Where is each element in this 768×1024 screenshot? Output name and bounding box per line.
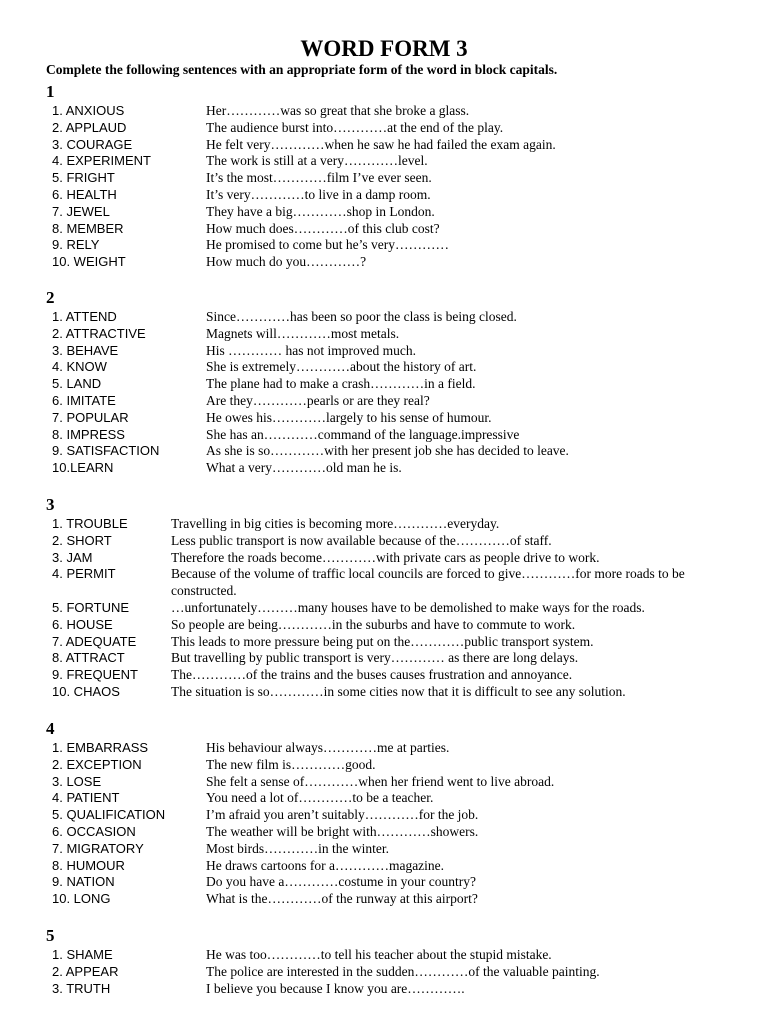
sentence: The weather will be bright with…………showers. [206, 824, 479, 839]
sentence: He promised to come but he’s very………… [206, 237, 449, 253]
sentence: Less public transport is now available because of the…………of staff. [171, 532, 552, 548]
word-prompt: 3. LOSE [52, 773, 102, 789]
sentence: Her…………was so great that she broke a glass. [206, 103, 470, 118]
word-prompt: 3. COURAGE [52, 136, 133, 152]
sentence: The plane had to make a crash…………in a field. [206, 376, 476, 392]
word-prompt: 9. SATISFACTION [52, 443, 160, 459]
sentence: …unfortunately………many houses have to be demolished to make ways for the roads. [171, 600, 645, 615]
word-prompt: 2. APPLAUD [52, 119, 127, 135]
page-title: WORD FORM 3 [300, 36, 468, 61]
sentence: She felt a sense of…………when her friend went to live abroad. [206, 773, 555, 789]
sentence: How much does…………of this club cost? [206, 220, 440, 236]
sentence: He draws cartoons for a…………magazine. [206, 857, 445, 873]
word-prompt: 1. SHAME [52, 947, 113, 962]
sentence: Are they…………pearls or are they real? [206, 393, 430, 408]
word-prompt: 8. HUMOUR [52, 857, 125, 873]
word-prompt: 9. FREQUENT [52, 667, 138, 683]
word-prompt: 10. WEIGHT [52, 254, 126, 270]
sentence: Do you have a…………costume in your country? [206, 874, 476, 890]
sentence: Travelling in big cities is becoming more…………everyday. [171, 516, 500, 531]
section-number: 2 [46, 288, 55, 307]
sentence: How much do you…………? [206, 254, 367, 270]
word-prompt: 10. LONG [52, 891, 111, 907]
sentence: The work is still at a very…………level. [206, 153, 428, 169]
word-prompt: 1. ATTEND [52, 309, 117, 324]
sentence: You need a lot of…………to be a teacher. [206, 790, 434, 806]
sentence: She is extremely…………about the history of art. [206, 359, 477, 375]
word-prompt: 9. RELY [52, 237, 100, 253]
sentence: Therefore the roads become…………with private cars as people drive to work. [171, 549, 600, 565]
word-prompt: 6. HOUSE [52, 616, 113, 632]
word-prompt: 4. EXPERIMENT [52, 153, 151, 169]
word-prompt: 6. OCCASION [52, 824, 136, 839]
sentence: But travelling by public transport is very………… as there are long delays. [171, 650, 579, 666]
sentence: Most birds…………in the winter. [206, 840, 389, 856]
word-prompt: 3. JAM [52, 549, 93, 565]
sentence: The situation is so…………in some cities now that it is difficult to see any solution. [171, 684, 626, 699]
word-prompt: 7. MIGRATORY [52, 840, 144, 856]
sentence: What a very…………old man he is. [206, 460, 402, 476]
word-prompt: 9. NATION [52, 874, 115, 890]
sentence: The police are interested in the sudden…………of the valuable painting. [206, 963, 600, 979]
word-prompt: 2. SHORT [52, 532, 112, 548]
section-number: 4 [46, 719, 55, 738]
sentence: The new film is…………good. [206, 756, 376, 772]
sentence: So people are being…………in the suburbs and have to commute to work. [171, 616, 576, 632]
section-number: 1 [46, 82, 55, 101]
sentence: It’s very…………to live in a damp room. [206, 187, 431, 202]
sentence: I believe you because I know you are…………. [206, 980, 465, 996]
section-number: 5 [46, 926, 55, 945]
word-prompt: 8. MEMBER [52, 220, 124, 236]
word-prompt: 7. JEWEL [52, 203, 110, 219]
sentence: Since…………has been so poor the class is being closed. [206, 309, 517, 324]
sentence: It’s the most…………film I’ve ever seen. [206, 170, 432, 186]
sentence: The audience burst into…………at the end of the play. [206, 119, 504, 135]
word-prompt: 5. QUALIFICATION [52, 807, 166, 823]
sentence: Because of the volume of traffic local councils are forced to give…………for more roads to be constructed. [171, 566, 685, 599]
word-prompt: 2. ATTRACTIVE [52, 325, 146, 341]
word-prompt: 5. LAND [52, 376, 102, 392]
word-prompt: 6. IMITATE [52, 393, 116, 408]
word-prompt: 3. TRUTH [52, 980, 111, 996]
word-prompt: 7. ADEQUATE [52, 633, 137, 649]
word-prompt: 3. BEHAVE [52, 342, 119, 358]
sentence: They have a big…………shop in London. [206, 203, 435, 219]
word-prompt: 10. CHAOS [52, 684, 120, 699]
word-prompt: 8. IMPRESS [52, 426, 125, 442]
sentence: As she is so…………with her present job she has decided to leave. [206, 443, 569, 459]
sentence: His behaviour always…………me at parties. [206, 740, 450, 755]
word-prompt: 1. ANXIOUS [52, 103, 125, 118]
word-prompt: 4. KNOW [52, 359, 107, 375]
word-prompt: 7. POPULAR [52, 409, 129, 425]
instructions: Complete the following sentences with an appropriate form of the word in block capitals. [46, 62, 558, 77]
sentence: He felt very…………when he saw he had failed the exam again. [206, 136, 556, 152]
sentence: I’m afraid you aren’t suitably…………for the job. [206, 807, 479, 823]
word-prompt: 2. EXCEPTION [52, 756, 142, 772]
section-number: 3 [46, 495, 55, 514]
sentence: His ………… has not improved much. [206, 342, 416, 358]
word-prompt: 10.LEARN [52, 460, 114, 476]
sentence: This leads to more pressure being put on the…………public transport system. [171, 633, 594, 649]
word-prompt: 2. APPEAR [52, 963, 119, 979]
sentence: He was too…………to tell his teacher about the stupid mistake. [206, 947, 552, 962]
sentence: The…………of the trains and the buses causes frustration and annoyance. [171, 667, 573, 683]
word-prompt: 5. FORTUNE [52, 600, 130, 615]
word-prompt: 1. EMBARRASS [52, 740, 149, 755]
sentence: Magnets will…………most metals. [206, 325, 400, 341]
word-prompt: 4. PERMIT [52, 566, 116, 582]
sentence: What is the…………of the runway at this airport? [206, 891, 478, 907]
sentence: He owes his…………largely to his sense of humour. [206, 409, 492, 425]
word-prompt: 1. TROUBLE [52, 516, 128, 531]
word-prompt: 5. FRIGHT [52, 170, 115, 186]
word-prompt: 6. HEALTH [52, 187, 117, 202]
sentence: She has an…………command of the language.impressive [206, 426, 520, 442]
word-prompt: 4. PATIENT [52, 790, 120, 806]
word-prompt: 8. ATTRACT [52, 650, 125, 666]
